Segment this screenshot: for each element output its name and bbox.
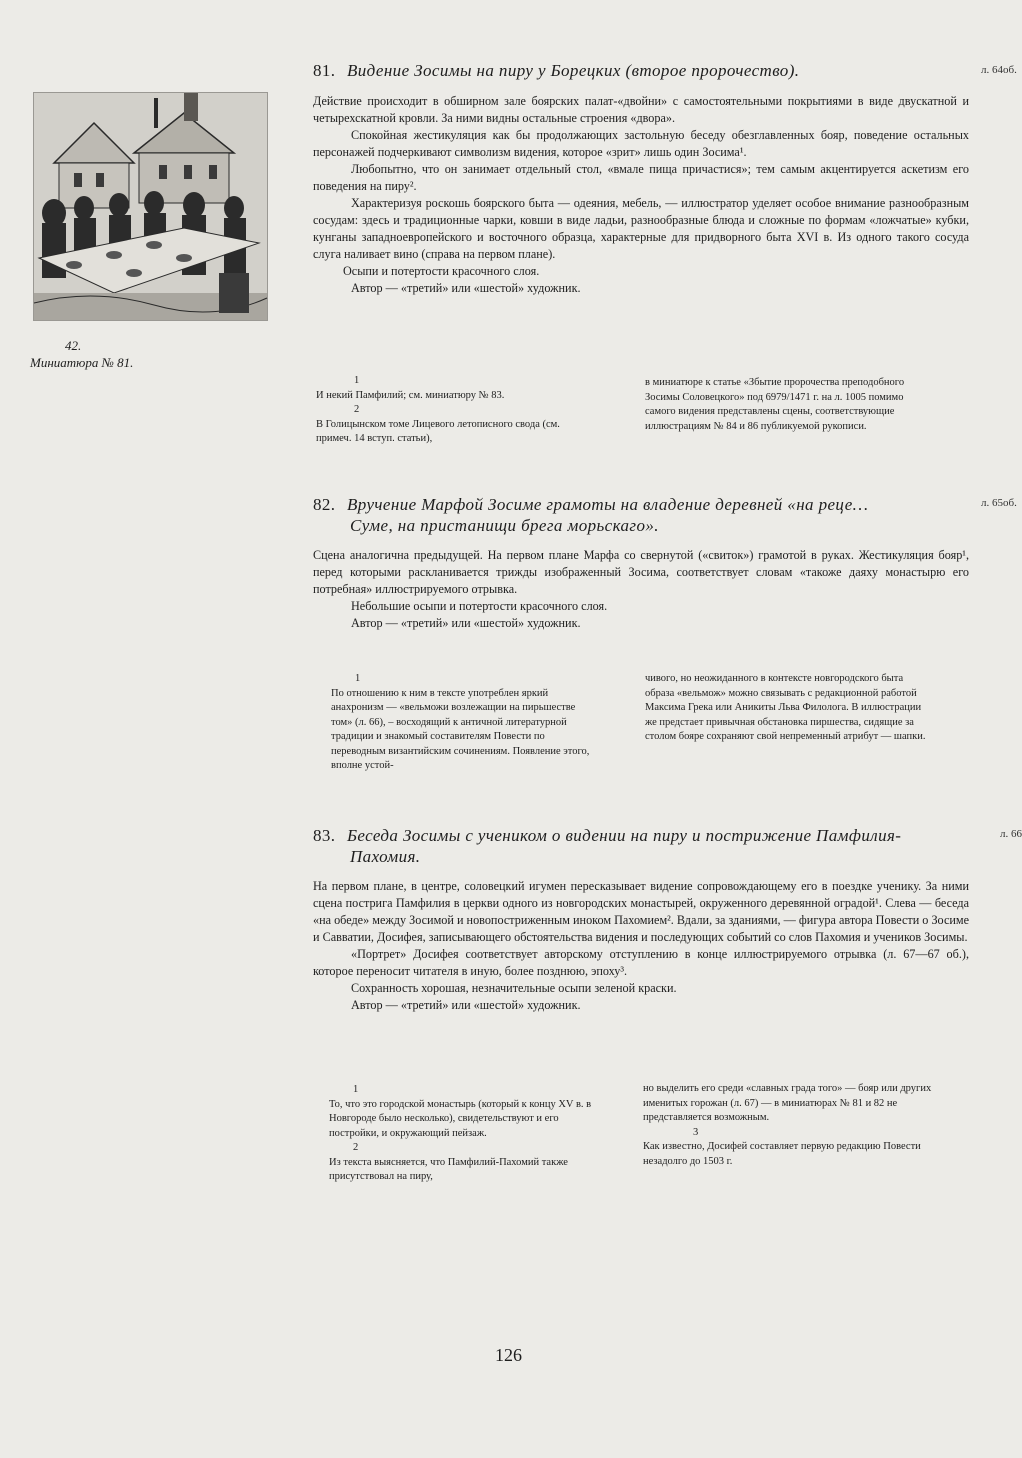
entry-82-body: [313, 547, 969, 632]
paragraph: Действие происходит в обширном зале боярских палат-«двойни» с самостоятельными покрытиями в виде двускатной и четырехскатной кровли. За ними видны остальные строения «двора».: [313, 94, 969, 125]
footnotes-right: [645, 376, 930, 434]
footnotes-right: [645, 672, 935, 745]
entry-81-title: [313, 60, 953, 81]
footnotes-left: [316, 374, 594, 447]
entry-82-title: [313, 494, 978, 536]
paragraph: Автор — «третий» или «шестой» художник.: [351, 616, 581, 630]
footnotes-right: [643, 1082, 943, 1169]
footnote-text: в миниатюре к статье «Збытие пророчества преподобного Зосимы Соловецкого» под 6979/1471 г. на л. 1005 помимо самого видения представлены сцены, соответствующие иллюстрациям № 84 и 86 публикуемой рукописи.: [645, 377, 905, 432]
footnote-text: но выделить его среди «славных града того» — бояр или других именитых горожан (л. 67) — в миниатюрах № 81 и 82 не представляется возможным.: [643, 1083, 932, 1123]
entry-title-continuation: Суме, на пристанищи брега морьскаго».: [350, 516, 659, 535]
paragraph: Автор — «третий» или «шестой» художник.: [351, 998, 581, 1012]
entry-number: 82.: [313, 495, 336, 514]
footnotes-left: [331, 672, 594, 774]
footnotes-left: [329, 1083, 597, 1185]
paragraph: Спокойная жестикуляция как бы продолжающих застольную беседу обезглавленных бояр, поведение остальных персонажей подчеркивают символизм видения, которое «зрит» лишь один Зосима¹.: [313, 128, 969, 159]
paragraph: Осыпи и потертости красочного слоя.: [343, 264, 540, 278]
footnote-text: По отношению к ним в тексте употреблен яркий анахронизм — «вельможи возлежащии на пирьшестве том» (л. 66), – восходящий к античной литературной традиции и знакомый составителям Повести по переводным византийским сочинениям. Появление этого, вполне устой-: [331, 687, 590, 771]
entry-83-body: [313, 878, 969, 1014]
footnote-number: 1: [354, 375, 360, 386]
entry-number: 83.: [313, 826, 336, 845]
entry-83-title: [313, 825, 978, 867]
footnote-text: чивого, но неожиданного в контексте новгородского быта образа «вельмож» можно связывать с редакционной работой Максима Грека или Аникиты Льва Филолога. В иллюстрации же предстает привычная обстановка пиршества, сидящие за столом бояре сохраняют свой непременный атрибут — шапки.: [645, 673, 926, 742]
paragraph: Характеризуя роскошь боярского быта — одеяния, мебель, — иллюстратор уделяет особое внимание разнообразным сосудам: здесь и традиционные чарки, ковши в виде ладьи, разнообразные блюда и сложные по формам «ложчатые» кубки, кунганы западноевропейского и восточного образца, характерные для придворного быта XVI в. Из одного такого сосуда слуга наливает вино (справа на первом плане).: [313, 196, 969, 261]
entry-number: 81.: [313, 61, 336, 80]
paragraph: Любопытно, что он занимает отдельный стол, «вмале пища причастися»; тем самым акцентируется аскетизм его поведения на пиру².: [313, 162, 969, 193]
sheet-reference: л. 64об.: [981, 64, 1017, 76]
paragraph: Сохранность хорошая, незначительные осыпи зеленой краски.: [351, 981, 677, 995]
paragraph: Автор — «третий» или «шестой» художник.: [351, 281, 581, 295]
footnote-text: То, что это городской монастырь (который к концу XV в. в Новгороде было несколько), свидетельствуют и его постройки, и окружающий пейзаж.: [329, 1098, 592, 1139]
paragraph: На первом плане, в центре, соловецкий игумен пересказывает видение сопровождающему его в поездке ученику. За ними сцена пострига Памфилия в церкви одного из новгородских монастырей, окруженного деревянной оградой¹. Слева — беседа «на обеде» между Зосимой и новопостриженным иноком Пахомием². Вдали, за зданиями, — фигура автора Повести о Зосиме и Савватии, Досифея, записывающего обстоятельства видения и последующих событий со слов Пахомия и учеников Зосимы.: [313, 879, 969, 944]
figure-caption: [30, 337, 230, 371]
sheet-reference: л. 65об.: [981, 497, 1017, 509]
footnote-text: И некий Памфилий; см. миниатюру № 83.: [316, 389, 505, 401]
entry-title-text: Вручение Марфой Зосиме грамоты на владение деревней «на реце…: [347, 495, 869, 514]
footnote-number: 2: [354, 404, 360, 415]
footnote-text: Как известно, Досифей составляет первую редакцию Повести незадолго до 1503 г.: [643, 1141, 921, 1167]
footnote-text: В Голицынском томе Лицевого летописного свода (см. примеч. 14 вступ. статьи),: [316, 418, 560, 444]
sheet-reference: л. 66: [1000, 828, 1022, 840]
paragraph: «Портрет» Досифея соответствует авторскому отступлению в конце иллюстрируемого отрывка (л. 67—67 об.), которое переносит читателя в иную, более позднюю, эпоху³.: [313, 947, 969, 978]
entry-title-text: Видение Зосимы на пиру у Борецких (второе пророчество).: [347, 61, 800, 80]
miniature-drawing: [34, 93, 267, 320]
footnote-number: 1: [355, 673, 361, 684]
figure-caption-text: Миниатюра № 81.: [30, 355, 134, 370]
entry-title-text: Беседа Зосимы с учеником о видении на пиру и пострижение Памфилия-: [347, 826, 902, 845]
miniature-illustration: [33, 92, 268, 321]
paragraph: Сцена аналогична предыдущей. На первом плане Марфа со свернутой («свиток») грамотой в руках. Жестикуляция бояр¹, перед которыми раскланивается трижды изображенный Зосима, соответствует словам «такоже даяху монастырю его потребная» иллюстрируемого отрывка.: [313, 548, 969, 596]
footnote-number: 3: [693, 1126, 699, 1138]
page-number: 126: [495, 1345, 522, 1365]
entry-81-body: [313, 93, 969, 297]
paragraph: Небольшие осыпи и потертости красочного слоя.: [351, 599, 608, 613]
entry-title-continuation: Пахомия.: [350, 847, 421, 866]
footnote-number: 2: [353, 1142, 359, 1153]
figure-number: 42.: [65, 338, 82, 353]
footnote-number: 1: [353, 1084, 359, 1095]
footnote-text: Из текста выясняется, что Памфилий-Пахомий также присутствовал на пиру,: [329, 1156, 568, 1182]
